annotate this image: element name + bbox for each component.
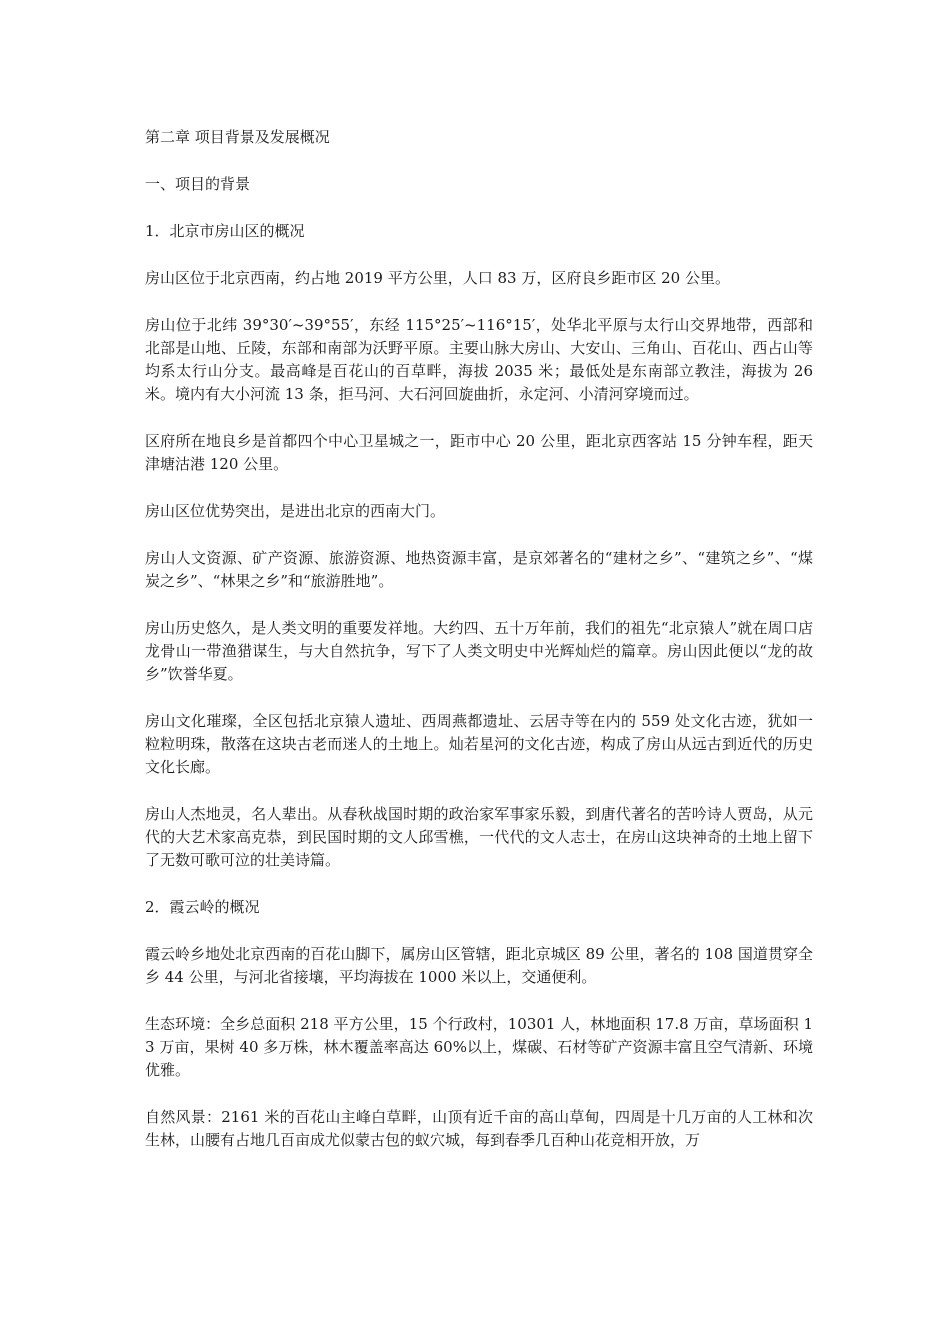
paragraph: 房山人文资源、矿产资源、旅游资源、地热资源丰富，是京郊著名的“建材之乡”、“建筑之乡”、“煤炭之乡”、“林果之乡”和“旅游胜地”。	[145, 549, 813, 590]
document-body	[145, 126, 813, 1176]
paragraph: 房山人杰地灵，名人辈出。从春秋战国时期的政治家军事家乐毅，到唐代著名的苦吟诗人贾岛，从元代的大艺术家高克恭，到民国时期的文人邱雪樵，一代代的文人志士，在房山这块神奇的土地上留下了无数可歌可泣的壮美诗篇。	[145, 805, 813, 869]
paragraph: 房山历史悠久，是人类文明的重要发祥地。大约四、五十万年前，我们的祖先“北京猿人”就在周口店龙骨山一带渔猎谋生，与大自然抗争，写下了人类文明史中光辉灿烂的篇章。房山因此便以“龙的故乡”饮誉华夏。	[145, 619, 813, 683]
paragraph: 霞云岭乡地处北京西南的百花山脚下，属房山区管辖，距北京城区 89 公里，著名的 108 国道贯穿全乡 44 公里，与河北省接壤，平均海拔在 1000 米以上，交通便利。	[145, 945, 813, 986]
subsection-title-xiayunling: 2．霞云岭的概况	[145, 898, 260, 916]
paragraph: 房山位于北纬 39°30′~39°55′，东经 115°25′~116°15′，处华北平原与太行山交界地带，西部和北部是山地、丘陵，东部和南部为沃野平原。主要山脉大房山、大安山、三角山、百花山、西占山等均系太行山分支。最高峰是百花山的百草畔，海拔 2035 米；最低处是东南部立教洼，海拔为 26 米。境内有大小河流 13 条，拒马河、大石河回旋曲折，永定河、小清河穿境而过。	[145, 316, 813, 403]
paragraph: 区府所在地良乡是首都四个中心卫星城之一，距市中心 20 公里，距北京西客站 15 分钟车程，距天津塘沽港 120 公里。	[145, 432, 813, 473]
paragraph: 房山区位于北京西南，约占地 2019 平方公里，人口 83 万，区府良乡距市区 20 公里。	[145, 269, 730, 287]
chapter-title: 第二章 项目背景及发展概况	[145, 128, 330, 146]
paragraph: 生态环境：全乡总面积 218 平方公里，15 个行政村，10301 人，林地面积 17.8 万亩，草场面积 13 万亩，果树 40 多万株，林木覆盖率高达 60%以上，煤碳、石材等矿产资源丰富且空气清新、环境优雅。	[145, 1015, 813, 1079]
paragraph: 房山文化璀璨，全区包括北京猿人遗址、西周燕都遗址、云居寺等在内的 559 处文化古迹，犹如一粒粒明珠，散落在这块古老而迷人的土地上。灿若星河的文化古迹，构成了房山从远古到近代的历史文化长廊。	[145, 712, 813, 776]
subsection-title-fangshan: 1．北京市房山区的概况	[145, 222, 305, 240]
paragraph: 自然风景：2161 米的百花山主峰白草畔，山顶有近千亩的高山草甸，四周是十几万亩的人工林和次生林，山腰有占地几百亩成尤似蒙古包的蚁穴城，每到春季几百种山花竞相开放，万	[145, 1108, 813, 1149]
paragraph: 房山区位优势突出，是进出北京的西南大门。	[145, 502, 446, 520]
section-title: 一、项目的背景	[145, 175, 251, 193]
